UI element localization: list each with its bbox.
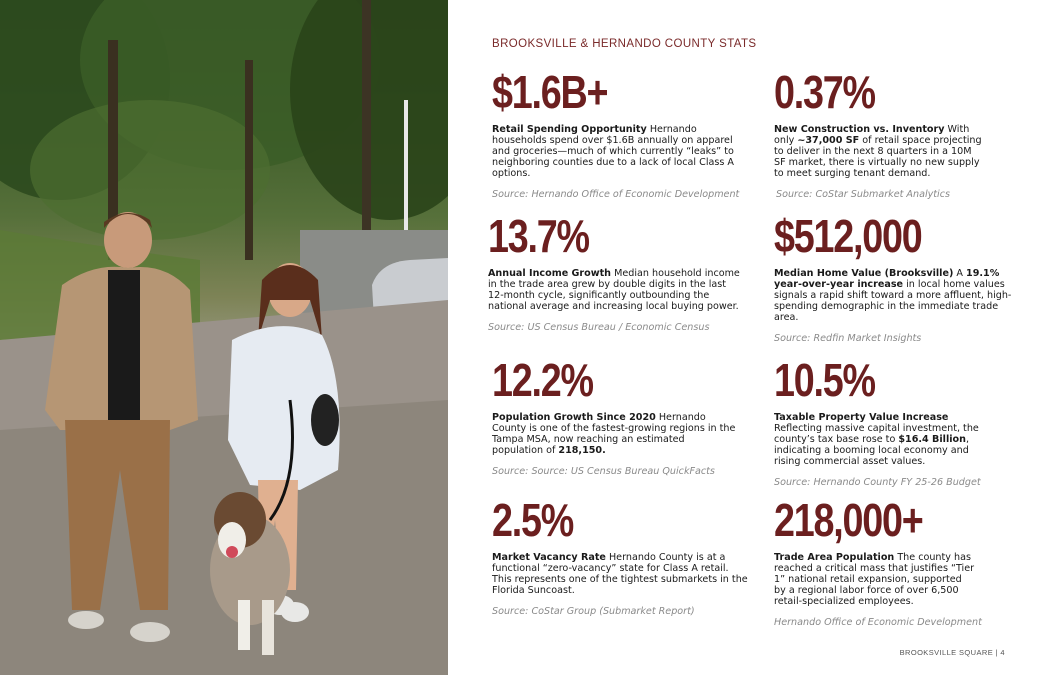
stat-label: Trade Area Population (774, 552, 895, 563)
stat-retail-spending (492, 66, 750, 200)
stat-home-value (774, 210, 1012, 344)
stat-source: Source: Hernando County FY 25-26 Budget (774, 477, 981, 488)
stat-label: Median Home Value (Brooksville) (774, 268, 954, 279)
stat-source: Source: Redfin Market Insights (774, 333, 922, 344)
stat-source: Source: Source: US Census Bureau QuickFacts (492, 466, 715, 477)
stat-label: Taxable Property Value Increase (774, 412, 949, 423)
stat-label: Market Vacancy Rate (492, 552, 606, 563)
stat-text: of retail space projecting to deliver in the next 8 quarters in a 10M SF market, there is virtually no new supply to meet surging tenant demand. (774, 135, 982, 179)
stat-text: Hernando households spend over $1.6B annually on apparel and groceries—much of which currently “leaks” to neighboring counties due to a lack of local Class A options. (492, 124, 734, 179)
stats-panel (448, 0, 1043, 675)
stat-description (492, 552, 748, 596)
stat-label: Retail Spending Opportunity (492, 124, 647, 135)
stat-text: The county has reached a critical mass that justifies “Tier 1” national retail expansion, supported by a regional labor force of over 6,500 retail-specialized employees. (774, 552, 975, 607)
stat-label: Population Growth Since 2020 (492, 412, 656, 423)
stat-highlight: 19.1% year-over-year increase (774, 268, 1000, 290)
stat-source: Source: CoStar Submarket Analytics (776, 189, 950, 200)
stat-value: 218,000+ (774, 494, 923, 546)
stat-value: 2.5% (492, 494, 574, 546)
stat-text: in local home values signals a rapid shift toward a more affluent, high-spending demographic in the immediate trade area. (774, 279, 1012, 323)
stat-text: Hernando County is one of the fastest-growing regions in the Tampa MSA, now reaching an estimated population of (492, 412, 736, 456)
stat-source: Hernando Office of Economic Development (774, 617, 982, 628)
stat-highlight: ~37,000 SF (797, 135, 860, 146)
stat-description (774, 412, 996, 467)
stat-description (774, 552, 976, 607)
couple-walking-dog-illustration (0, 0, 448, 675)
stat-description (488, 268, 740, 312)
stat-text: Median household income in the trade area grew by double digits in the last 12-month cycle, significantly outbounding the national average and increasing local buying power. (488, 268, 740, 312)
stat-value: 10.5% (774, 354, 875, 406)
stat-value: 0.37% (774, 66, 875, 118)
stat-value: $1.6B+ (492, 66, 608, 118)
stat-description (774, 268, 1012, 323)
stat-value: 13.7% (488, 210, 589, 262)
stat-highlight: $16.4 Billion (898, 434, 966, 445)
stat-highlight: 218,150. (558, 445, 606, 456)
stat-value: $512,000 (774, 210, 922, 262)
stat-description (492, 124, 750, 179)
stat-description (774, 124, 986, 179)
stat-label: Annual Income Growth (488, 268, 612, 279)
stat-vacancy-rate (492, 494, 748, 617)
stat-text: With only (774, 124, 970, 146)
stat-source: Source: US Census Bureau / Economic Census (488, 322, 710, 333)
stat-label: New Construction vs. Inventory (774, 124, 945, 135)
stat-source: Source: Hernando Office of Economic Development (492, 189, 740, 200)
stat-source: Source: CoStar Group (Submarket Report) (492, 606, 695, 617)
stat-income-growth (488, 210, 740, 333)
page-footer: BROOKSVILLE SQUARE | 4 (899, 648, 1005, 657)
stat-text: Reflecting massive capital investment, the county’s tax base rose to (774, 423, 979, 445)
stat-text: Hernando County is at a functional “zero-vacancy” state for Class A retail. This represents one of the tightest submarkets in the Florida Suncoast. (492, 552, 748, 596)
hero-photo (0, 0, 448, 675)
stat-description (492, 412, 738, 456)
stat-text: A (953, 268, 967, 279)
page-heading: BROOKSVILLE & HERNANDO COUNTY STATS (492, 38, 757, 50)
stat-value: 12.2% (492, 354, 593, 406)
stat-text: , indicating a booming local economy and rising commercial asset values. (774, 434, 970, 467)
stat-trade-area-population (774, 494, 982, 628)
stat-new-construction (774, 66, 986, 200)
stat-taxable-property (774, 354, 996, 488)
stat-population-growth (492, 354, 738, 477)
